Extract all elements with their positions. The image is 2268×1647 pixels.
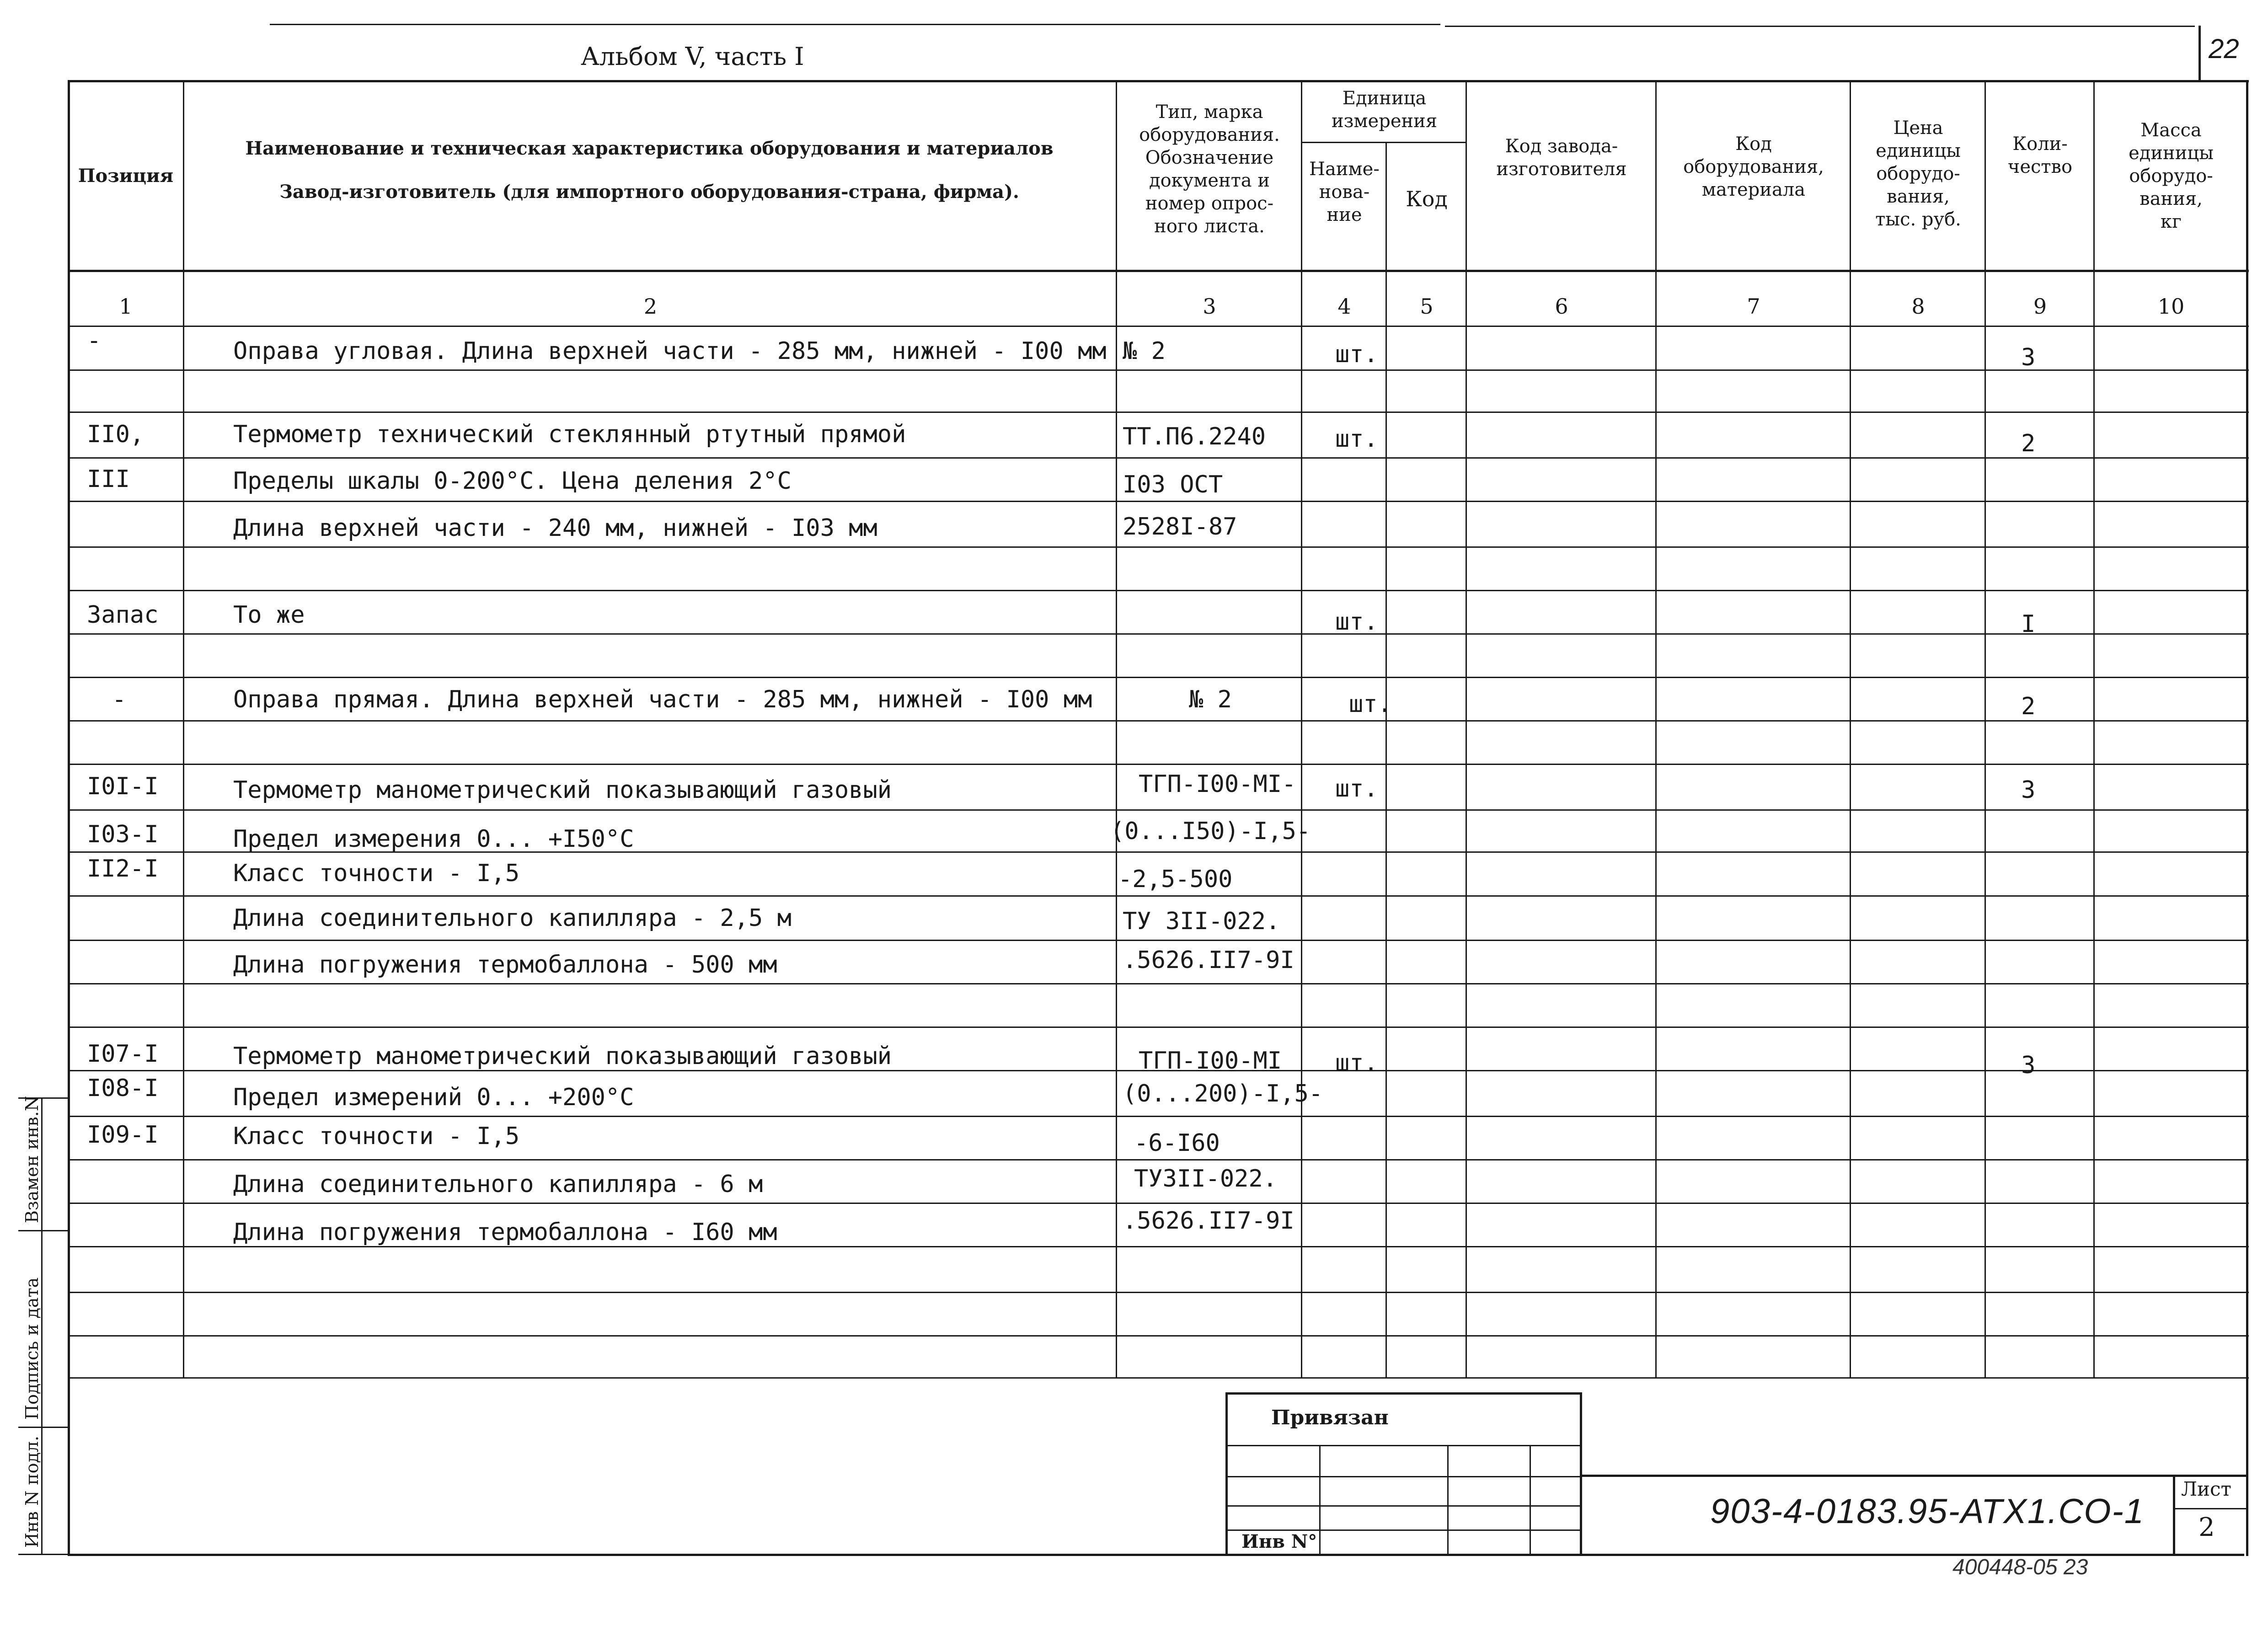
row-quantity: 2 <box>2021 430 2036 457</box>
row-description: Класс точности - I,5 <box>233 1123 520 1150</box>
row-line <box>68 1335 2249 1337</box>
stamp-privyazan-label: Привязан <box>1271 1406 1389 1429</box>
side-strip-line <box>18 1427 69 1428</box>
row-line <box>68 412 2249 413</box>
row-type: ТТ.П6.2240 <box>1123 423 1266 450</box>
row-line <box>68 457 2249 459</box>
header-equipment-code: Код оборудования, материала <box>1683 134 1824 200</box>
row-unit: шт. <box>1335 341 1378 368</box>
row-type: -2,5-500 <box>1118 866 1233 893</box>
row-line <box>68 809 2249 811</box>
row-position: - <box>87 327 102 354</box>
row-position: - <box>112 686 127 713</box>
row-type: ТУ3II-022. <box>1134 1165 1278 1192</box>
unit-group-divider <box>1301 142 1466 143</box>
row-unit: шт. <box>1335 425 1378 453</box>
row-description: Термометр манометрический показывающий газовый <box>233 1043 892 1070</box>
row-description: Длина верхней части - 240 мм, нижней - I03 мм <box>233 514 877 542</box>
row-position: II0, <box>87 421 144 448</box>
side-label-replaced-inv: Взамен инв.N <box>22 1096 42 1223</box>
stamp-col <box>1319 1445 1321 1556</box>
row-unit: шт. <box>1335 1049 1378 1077</box>
side-strip-line <box>18 1230 69 1231</box>
header-unit-mass: Масса единицы оборудо- вания, кг <box>2129 120 2214 232</box>
top-rule <box>270 24 1440 25</box>
side-label-signature-date: Подпись и дата <box>22 1277 42 1420</box>
column-numbers-bottom <box>68 326 2249 327</box>
stamp-inv-label: Инв N° <box>1241 1531 1317 1552</box>
row-description: Термометр манометрический показывающий газовый <box>233 776 892 804</box>
row-type: ТГП-I00-МI <box>1139 1047 1282 1075</box>
col-sep-8 <box>1984 80 1986 1379</box>
stamp-line <box>1225 1445 1582 1446</box>
row-description: Термометр технический стеклянный ртутный прямой <box>233 421 906 448</box>
side-label-inv-podl: Инв N подл. <box>22 1435 42 1548</box>
row-type: .5626.II7-9I <box>1123 1207 1294 1235</box>
title-block-top <box>1582 1475 2247 1477</box>
row-line <box>68 1116 2249 1117</box>
row-line <box>68 983 2249 984</box>
header-quantity: Коли- чество <box>2007 134 2073 177</box>
column-number-5: 5 <box>1420 294 1434 319</box>
row-line <box>68 1027 2249 1028</box>
column-number-2: 2 <box>643 294 658 319</box>
side-strip-bottom <box>18 1554 69 1555</box>
top-rule-right <box>1445 26 2195 27</box>
row-description: Пределы шкалы 0-200°С. Цена деления 2°С <box>233 467 792 495</box>
sheet-cell-left <box>2173 1475 2175 1555</box>
column-number-1: 1 <box>119 294 133 319</box>
header-name-line1: Наименование и техническая характеристика оборудования и материалов <box>245 138 1054 159</box>
row-type: (0...I50)-I,5- <box>1110 818 1311 845</box>
header-unit-code: Код <box>1406 187 1448 211</box>
row-line <box>68 633 2249 635</box>
col-sep-9 <box>2093 80 2095 1379</box>
row-description: То же <box>233 601 305 629</box>
row-position: II2-I <box>87 855 159 882</box>
row-type: 2528I-87 <box>1123 513 1237 540</box>
table-top-border <box>68 80 2249 82</box>
row-line <box>68 369 2249 371</box>
row-position: I0I-I <box>87 773 159 800</box>
stamp-col <box>1447 1445 1449 1556</box>
stamp-line <box>1225 1505 1582 1507</box>
row-type: № 2 <box>1189 686 1232 713</box>
row-type: ТГП-I00-МI- <box>1139 770 1296 798</box>
row-position: Запас <box>87 601 159 629</box>
sheet-cell-divider <box>2173 1508 2247 1509</box>
column-number-3: 3 <box>1203 294 1216 319</box>
col-sep-3 <box>1301 80 1302 1379</box>
row-quantity: I <box>2021 610 2036 638</box>
archive-number: 400448-05 23 <box>1952 1555 2088 1579</box>
row-line <box>68 1203 2249 1204</box>
header-position: Позиция <box>78 165 174 187</box>
row-type: № 2 <box>1123 337 1166 365</box>
row-line <box>68 764 2249 765</box>
row-description: Класс точности - I,5 <box>233 860 520 887</box>
row-type: -6-I60 <box>1134 1129 1220 1157</box>
column-number-8: 8 <box>1911 294 1925 319</box>
col-sep-7 <box>1850 80 1851 1379</box>
row-line <box>68 1377 2249 1379</box>
column-number-4: 4 <box>1337 294 1351 319</box>
row-description: Предел измерений 0... +200°С <box>233 1084 634 1111</box>
row-line <box>68 720 2249 722</box>
row-type: (0...200)-I,5- <box>1123 1080 1323 1107</box>
row-type: I03 ОСТ <box>1123 471 1223 498</box>
row-position: I09-I <box>87 1121 159 1149</box>
row-line <box>68 546 2249 548</box>
sheet-number: 2 <box>2198 1513 2215 1542</box>
row-description: Оправа прямая. Длина верхней части - 285 мм, нижней - I00 мм <box>233 686 1092 713</box>
table-bottom-border <box>68 1554 2244 1556</box>
row-unit: шт. <box>1349 690 1392 718</box>
col-sep-2 <box>1116 80 1117 1379</box>
header-unit-group: Единица измерения <box>1331 88 1438 132</box>
column-number-10: 10 <box>2157 294 2185 319</box>
row-description: Длина погружения термобаллона - I60 мм <box>233 1219 777 1246</box>
row-line <box>68 590 2249 591</box>
row-line <box>68 940 2249 941</box>
row-line <box>68 501 2249 502</box>
header-manufacturer-code: Код завода- изготовителя <box>1496 136 1627 180</box>
page-corner-number: 22 <box>2209 33 2239 64</box>
document-code: 903-4-0183.95-АТХ1.СО-1 <box>1710 1492 2145 1531</box>
header-name-line2: Завод-изготовитель (для импортного оборудования-страна, фирма). <box>279 181 1019 203</box>
row-quantity: 3 <box>2021 344 2036 371</box>
col-sep-1 <box>183 80 184 1379</box>
header-unit-price: Цена единицы оборудо- вания, тыс. руб. <box>1875 118 1961 230</box>
column-number-9: 9 <box>2033 294 2047 319</box>
row-quantity: 3 <box>2021 1052 2036 1079</box>
page-corner-divider <box>2198 26 2201 81</box>
row-description: Длина соединительного капилляра - 6 м <box>233 1171 763 1198</box>
col-sep-5 <box>1466 80 1467 1379</box>
row-unit: шт. <box>1335 608 1378 636</box>
col-sep-6 <box>1655 80 1657 1379</box>
row-line <box>68 1159 2249 1160</box>
sheet-label: Лист <box>2181 1478 2231 1500</box>
stamp-line <box>1225 1476 1582 1477</box>
row-line <box>68 677 2249 678</box>
header-type: Тип, марка оборудования. Обозначение документа и номер опрос- ного листа. <box>1139 102 1280 237</box>
row-description: Длина погружения термобаллона - 500 мм <box>233 951 777 979</box>
row-description: Предел измерения 0... +I50°С <box>233 825 634 853</box>
column-number-6: 6 <box>1555 294 1568 319</box>
row-line <box>68 895 2249 897</box>
row-description: Оправа угловая. Длина верхней части - 285 мм, нижней - I00 мм <box>233 337 1107 365</box>
row-position: III <box>87 465 130 493</box>
row-line <box>68 1246 2249 1247</box>
row-position: I08-I <box>87 1075 159 1102</box>
row-unit: шт. <box>1335 775 1378 802</box>
stamp-col <box>1530 1445 1531 1556</box>
row-line <box>68 1292 2249 1293</box>
album-title: Альбом V, часть I <box>581 42 804 71</box>
header-bottom-border <box>68 270 2249 272</box>
row-position: I07-I <box>87 1040 159 1068</box>
row-type: ТУ 3II-022. <box>1123 908 1280 935</box>
row-quantity: 2 <box>2021 693 2036 720</box>
header-unit-name: Наиме- нова- ние <box>1309 159 1380 225</box>
row-type: .5626.II7-9I <box>1123 946 1294 974</box>
column-number-7: 7 <box>1747 294 1760 319</box>
col-sep-4 <box>1385 142 1387 1379</box>
row-quantity: 3 <box>2021 776 2036 804</box>
row-description: Длина соединительного капилляра - 2,5 м <box>233 904 792 932</box>
row-position: I03-I <box>87 821 159 848</box>
